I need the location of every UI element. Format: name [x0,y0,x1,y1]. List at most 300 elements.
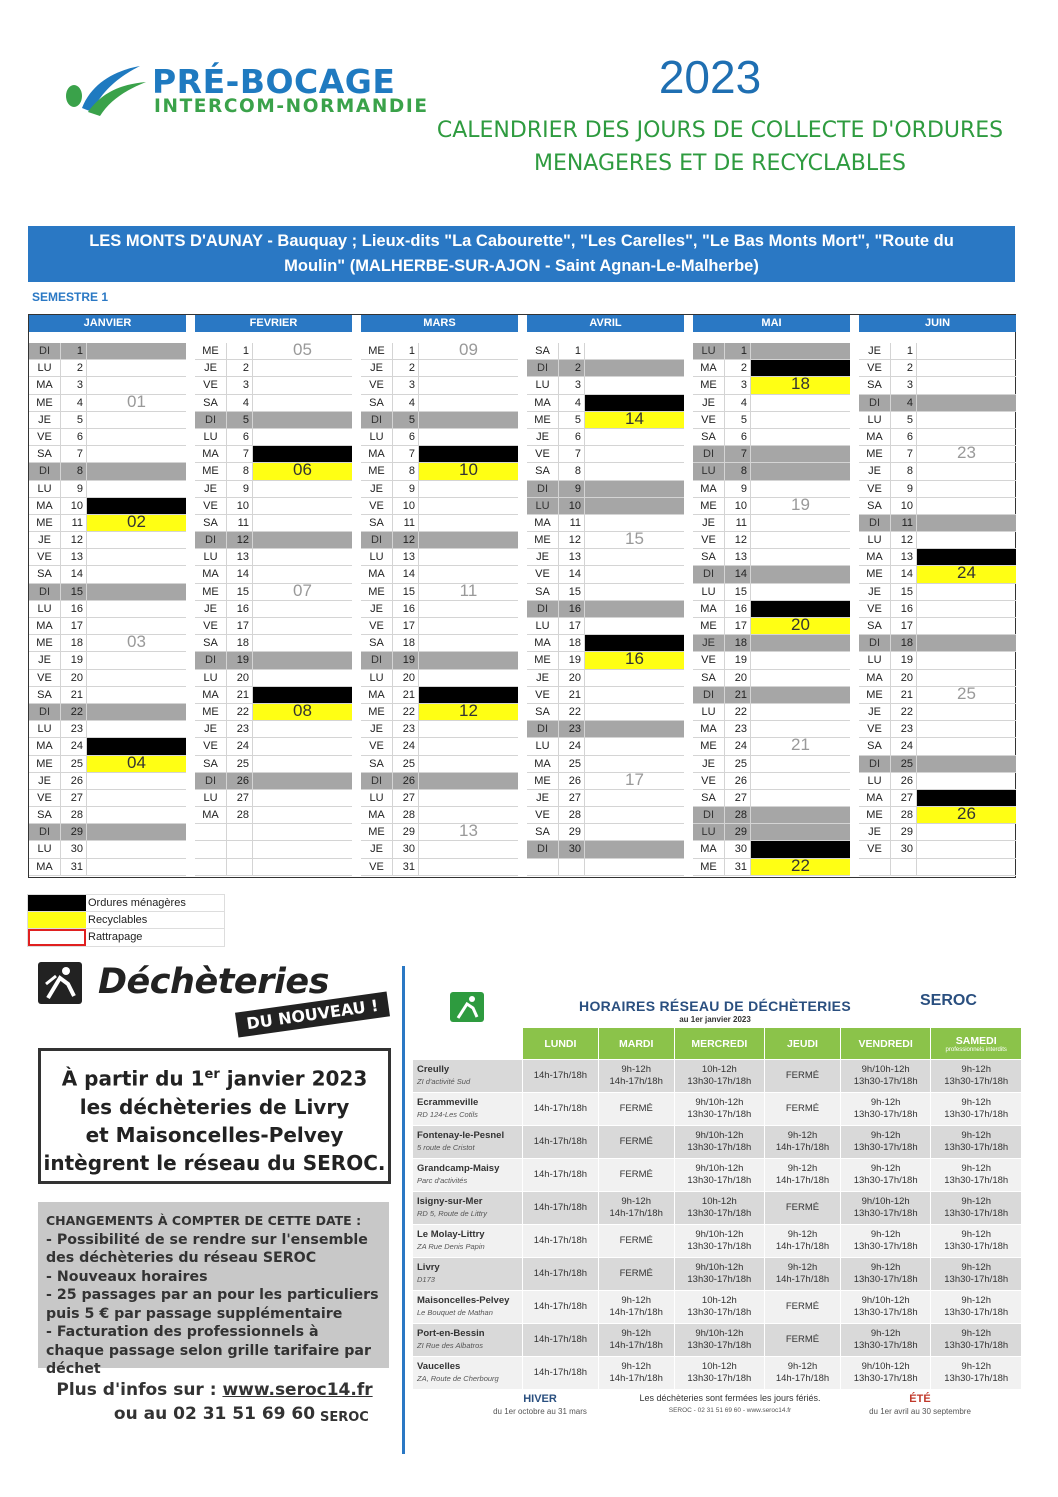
day-number: 22 [393,704,419,720]
hours-cell: 9h-12h 13h30-17h/18h [931,1291,1022,1324]
hours-cell: 9h-12h 13h30-17h/18h [840,1093,931,1126]
day-row [29,343,186,360]
collection-cell [87,566,186,582]
collection-cell [419,377,518,393]
hours-cell: 9h-12h 13h30-17h/18h [840,1225,931,1258]
day-number: 14 [559,566,585,582]
day-number: 15 [227,584,253,600]
day-row [527,721,684,738]
collection-cell [585,859,684,875]
day-row [693,824,850,841]
day-name: JE [527,429,559,445]
day-number: 8 [227,463,253,479]
day-name: LU [693,584,725,600]
day-name: MA [693,721,725,737]
collection-cell [917,824,1016,840]
day-name: DI [361,532,393,548]
changes-item: - Nouveaux horaires [46,1268,208,1285]
day-number: 10 [393,498,419,514]
day-row [361,460,518,480]
day-number: 30 [891,841,917,857]
day-number: 24 [227,738,253,754]
day-row [29,687,186,704]
day-row [693,584,850,601]
day-number: 7 [891,446,917,462]
day-name: DI [859,756,891,772]
day-row [527,566,684,583]
hours-cell: 9h/10h-12h 13h30-17h/18h [674,1126,765,1159]
day-name [195,859,227,875]
collection-cell [751,412,850,428]
day-number: 21 [393,687,419,703]
day-number: 12 [559,532,585,548]
day-number: 7 [725,446,751,462]
collection-cell [419,700,518,720]
day-name: SA [527,704,559,720]
day-name [195,824,227,840]
day-number: 19 [393,652,419,668]
day-name: MA [859,790,891,806]
day-row [527,790,684,807]
collection-cell [419,360,518,376]
day-name: JE [693,515,725,531]
hours-cell: 10h-12h 13h30-17h/18h [674,1060,765,1093]
collection-cell [419,481,518,497]
site-cell: Livry D173 [413,1258,523,1291]
day-row [195,721,352,738]
day-row [361,377,518,394]
collection-cell [87,584,186,600]
day-number: 7 [393,446,419,462]
day-row [29,721,186,738]
dechetteries-title: Déchèteries [98,962,329,1002]
hours-cell: 14h-17h/18h [523,1159,599,1192]
day-name: LU [29,360,61,376]
collection-cell [87,824,186,840]
day-row [29,549,186,566]
week-number: 14 [625,408,644,428]
day-row [29,446,186,463]
day-name: DI [859,635,891,651]
day-row [195,700,352,721]
collection-cell [253,481,352,497]
collection-cell [87,412,186,428]
day-name: MA [195,446,227,462]
day-name: ME [693,498,725,514]
day-name: MA [195,687,227,703]
day-name: MA [693,601,725,617]
day-number: 5 [227,412,253,428]
day-row [195,360,352,377]
hours-cell: 9h-12h 14h-17h/18h [765,1159,841,1192]
day-row [195,738,352,755]
collection-cell [585,769,684,789]
day-name: SA [361,395,393,411]
day-number: 7 [559,446,585,462]
day-name: VE [693,412,725,428]
day-number: 12 [227,532,253,548]
day-row [693,532,850,549]
day-row [859,773,1016,790]
day-number: 22 [227,704,253,720]
day-name: MA [527,395,559,411]
day-number: 28 [61,807,87,823]
day-number: 10 [61,498,87,514]
day-number: 28 [393,807,419,823]
day-row [29,584,186,601]
day-number: 1 [559,343,585,359]
info-url-link[interactable]: www.seroc14.fr [222,1380,373,1400]
day-name: SA [527,463,559,479]
day-number: 15 [559,584,585,600]
hours-cell: 9h-12h 13h30-17h/18h [931,1225,1022,1258]
legend-swatch [28,912,86,928]
table-row [413,1093,1022,1126]
day-row [859,443,1016,463]
collection-cell [917,463,1016,479]
day-row [29,360,186,377]
day-row [859,704,1016,721]
day-name: SA [859,377,891,393]
collection-cell [751,704,850,720]
collection-cell [751,515,850,531]
day-name: JE [361,360,393,376]
day-name: MA [195,566,227,582]
day-name: SA [361,515,393,531]
week-number: 04 [127,752,146,772]
day-number: 24 [61,738,87,754]
site-cell: Ecrammeville RD 124-Les Cotils [413,1093,523,1126]
day-number: 20 [227,670,253,686]
collection-cell [87,841,186,857]
banner-line-2: Moulin" (MALHERBE-SUR-AJON - Saint Agnan-Le-Malherbe) [284,257,759,275]
week-number: 22 [791,855,810,875]
hours-cell: 9h/10h-12h 13h30-17h/18h [674,1093,765,1126]
day-row [693,463,850,480]
collection-cell [253,790,352,806]
collection-cell [917,532,1016,548]
day-name: JE [859,704,891,720]
day-row [29,511,186,532]
legend [27,894,225,947]
day-number: 30 [725,841,751,857]
day-row [361,738,518,755]
day-number: 23 [61,721,87,737]
collection-cell [751,463,850,479]
hours-cell: 9h/10h-12h 13h30-17h/18h [840,1060,931,1093]
day-number: 5 [891,412,917,428]
hours-cell: 9h/10h-12h 13h30-17h/18h [674,1324,765,1357]
day-number: 16 [227,601,253,617]
day-row [361,790,518,807]
month-header: FEVRIER [195,315,352,332]
day-name: MA [361,687,393,703]
day-number: 6 [725,429,751,445]
hours-cell: 9h-12h 14h-17h/18h [598,1060,674,1093]
day-number: 31 [393,859,419,875]
collection-cell [419,429,518,445]
day-number: 8 [725,463,751,479]
title-line-1: CALENDRIER DES JOURS DE COLLECTE D'ORDURES [436,118,1004,143]
horaires-title: HORAIRES RÉSEAU DE DÉCHÈTERIES [579,998,851,1014]
day-number: 30 [393,841,419,857]
day-number: 28 [227,807,253,823]
day-row [693,395,850,412]
collection-cell [917,841,1016,857]
day-row [361,549,518,566]
day-row [693,756,850,773]
day-name: VE [361,738,393,754]
day-number: 20 [725,670,751,686]
day-name: LU [859,532,891,548]
day-name: MA [527,515,559,531]
day-number: 15 [891,584,917,600]
day-name: JE [859,343,891,359]
day-row [859,481,1016,498]
day-name: ME [361,824,393,840]
day-number: 29 [891,824,917,840]
day-number: 6 [393,429,419,445]
collection-cell [917,481,1016,497]
hours-cell: 10h-12h 13h30-17h/18h [674,1357,765,1390]
day-number: 27 [227,790,253,806]
hours-cell: 9h-12h 14h-17h/18h [598,1357,674,1390]
day-row [361,515,518,532]
collection-cell [419,460,518,480]
day-number: 1 [891,343,917,359]
legend-item [28,929,224,946]
day-number: 5 [61,412,87,428]
hours-cell: FERMÉ [765,1324,841,1357]
day-name: SA [527,343,559,359]
collection-cell [585,429,684,445]
collection-cell [917,360,1016,376]
day-row [859,515,1016,532]
collection-cell [419,721,518,737]
collection-cell [585,529,684,549]
day-name: ME [195,343,227,359]
day-name: DI [195,773,227,789]
day-name: SA [195,515,227,531]
day-name: JE [693,635,725,651]
column-header: JEUDI [765,1028,841,1060]
day-name [195,841,227,857]
day-row [859,412,1016,429]
collection-cell [87,360,186,376]
hours-cell: 14h-17h/18h [523,1225,599,1258]
day-number: 1 [227,343,253,359]
day-row [361,498,518,515]
day-row [195,670,352,687]
day-name: JE [527,670,559,686]
ferie-note: Les déchèteries sont fermées les jours fériés. [639,1393,821,1403]
month-mars [361,315,518,877]
day-name: VE [527,807,559,823]
day-name: LU [29,481,61,497]
day-name: DI [29,584,61,600]
day-number: 25 [725,756,751,772]
collection-cell [585,807,684,823]
day-row [361,773,518,790]
collection-cell [917,618,1016,634]
collection-cell [87,807,186,823]
collection-cell [751,549,850,565]
day-name: VE [29,549,61,565]
day-number: 11 [891,515,917,531]
month-header: JUIN [859,315,1016,332]
day-name: VE [195,498,227,514]
day-name: DI [527,601,559,617]
day-name: SA [29,807,61,823]
day-name: DI [527,721,559,737]
collection-cell [253,515,352,531]
collection-calendar [28,314,1016,878]
day-name: VE [859,481,891,497]
day-row [693,566,850,583]
day-name: VE [195,377,227,393]
day-name: ME [195,704,227,720]
collection-cell [253,652,352,668]
day-row [361,580,518,601]
collection-cell [751,855,850,875]
day-number: 28 [725,807,751,823]
day-row [693,446,850,463]
day-number: 28 [891,807,917,823]
hours-cell: 9h-12h 13h30-17h/18h [931,1126,1022,1159]
day-row [527,529,684,549]
column-header: MERCREDI [674,1028,765,1060]
day-row [195,412,352,429]
day-name: SA [29,566,61,582]
ete-period: du 1er avril au 30 septembre [869,1407,971,1416]
day-name: ME [195,463,227,479]
collection-cell [419,580,518,600]
day-number: 20 [393,670,419,686]
day-number: 20 [891,670,917,686]
day-row [527,377,684,394]
horaires-subtitle: au 1er janvier 2023 [679,1015,751,1024]
collection-cell [751,566,850,582]
day-name: ME [693,377,725,393]
legend-swatch [28,895,86,911]
collection-cell [87,859,186,875]
announcement-box [38,1048,391,1184]
hours-cell: 9h/10h-12h 13h30-17h/18h [674,1258,765,1291]
day-name: LU [361,790,393,806]
day-number: 5 [393,412,419,428]
day-number: 2 [61,360,87,376]
collection-cell [87,391,186,411]
announce-line-1b: janvier 2023 [219,1066,368,1091]
hours-cell: 10h-12h 13h30-17h/18h [674,1192,765,1225]
month-janvier [29,315,186,877]
collection-cell [751,807,850,823]
day-row [527,601,684,618]
collection-cell [253,841,352,857]
day-number: 3 [61,377,87,393]
day-number: 26 [891,773,917,789]
day-name: DI [195,532,227,548]
day-number: 23 [891,721,917,737]
collection-cell [751,687,850,703]
day-number: 7 [227,446,253,462]
day-row [693,615,850,635]
day-number: 6 [891,429,917,445]
day-number: 17 [891,618,917,634]
week-number: 11 [459,580,478,600]
day-number: 3 [725,377,751,393]
day-number: 8 [891,463,917,479]
day-name: DI [859,395,891,411]
collection-cell [253,498,352,514]
day-row [29,790,186,807]
collection-cell [87,752,186,772]
changes-list [38,1202,389,1377]
day-row [29,532,186,549]
day-number: 18 [559,635,585,651]
day-row [693,515,850,532]
hours-cell: 9h-12h 13h30-17h/18h [931,1192,1022,1225]
day-number: 9 [61,481,87,497]
day-row [29,824,186,841]
day-number: 23 [559,721,585,737]
day-number: 19 [227,652,253,668]
day-name: JE [527,790,559,806]
table-row [413,1225,1022,1258]
collection-cell [87,790,186,806]
collection-cell [253,377,352,393]
day-row [361,821,518,841]
collection-cell [253,412,352,428]
day-name: MA [693,360,725,376]
day-row [195,498,352,515]
day-number: 24 [559,738,585,754]
day-name: DI [693,566,725,582]
day-name: LU [361,670,393,686]
seroc-contact: SEROC - 02 31 51 69 60 - www.seroc14.fr [668,1407,792,1414]
day-name: MA [29,377,61,393]
hours-cell: FERMÉ [765,1093,841,1126]
hours-cell: 14h-17h/18h [523,1126,599,1159]
table-row [413,1159,1022,1192]
day-number: 22 [61,704,87,720]
day-name: DI [693,446,725,462]
hours-cell: 9h-12h 13h30-17h/18h [840,1324,931,1357]
day-row [527,738,684,755]
table-row [413,1192,1022,1225]
day-name: VE [361,377,393,393]
day-number: 25 [227,756,253,772]
collection-cell [87,704,186,720]
day-row [195,618,352,635]
day-number: 12 [61,532,87,548]
hours-cell: 9h-12h 13h30-17h/18h [931,1324,1022,1357]
hours-cell: 14h-17h/18h [523,1192,599,1225]
collection-cell [585,463,684,479]
collection-cell [585,649,684,669]
day-number: 27 [891,790,917,806]
day-name: LU [29,841,61,857]
day-number: 3 [559,377,585,393]
day-row [527,408,684,429]
day-number: 29 [559,824,585,840]
collection-cell [87,652,186,668]
day-name: MA [195,807,227,823]
collection-cell [751,670,850,686]
hours-cell: 9h-12h 14h-17h/18h [765,1258,841,1291]
hours-cell: 14h-17h/18h [523,1060,599,1093]
day-name: LU [859,652,891,668]
